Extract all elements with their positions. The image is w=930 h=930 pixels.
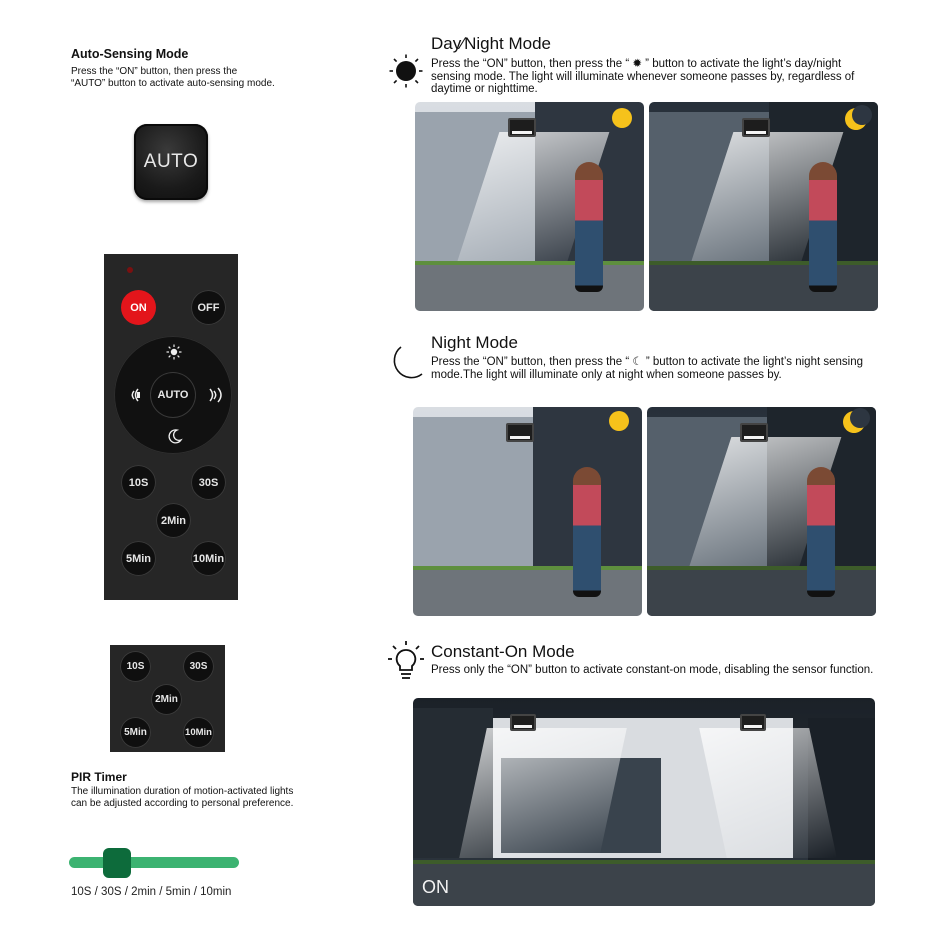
timer-slider-handle[interactable] xyxy=(103,848,131,878)
night-mode-title: Night Mode xyxy=(431,333,518,352)
auto-key-closeup: AUTO xyxy=(134,124,208,200)
crescent-moon-icon xyxy=(387,344,425,382)
constant-on-photo-label: ON xyxy=(422,877,449,897)
timer-30s-button[interactable]: 30S xyxy=(191,465,226,500)
closeup-10s-button: 10S xyxy=(120,651,151,682)
sensitivity-up-icon[interactable] xyxy=(206,386,226,404)
constant-on-title: Constant-On Mode xyxy=(431,642,575,661)
auto-sensing-title: Auto-Sensing Mode xyxy=(71,47,189,61)
day-night-title: Day∕Night Mode xyxy=(431,34,552,53)
timer-10s-button[interactable]: 10S xyxy=(121,465,156,500)
closeup-10min-button: 10Min xyxy=(183,717,214,748)
mode-dial xyxy=(114,336,232,454)
sun-icon xyxy=(389,54,423,88)
night-mode-description: Press the “ON” button, then press the “ ☾ ” button to activate the light’s night sensing mode.The light will illuminate only at night when someone passes by. xyxy=(431,356,863,381)
auto-button[interactable]: AUTO xyxy=(150,372,196,418)
timer-buttons-closeup xyxy=(110,645,225,752)
on-button[interactable]: ON xyxy=(121,290,156,325)
pir-timer-description: The illumination duration of motion-activated lights can be adjusted according to personal preference. xyxy=(71,786,294,809)
remote-led xyxy=(127,267,133,273)
off-button[interactable]: OFF xyxy=(191,290,226,325)
moon-icon[interactable] xyxy=(167,428,183,444)
lightbulb-icon xyxy=(387,640,425,682)
timer-10min-button[interactable]: 10Min xyxy=(191,541,226,576)
pir-timer-title: PIR Timer xyxy=(71,770,127,784)
timer-2min-button[interactable]: 2Min xyxy=(156,503,191,538)
sensitivity-down-icon[interactable] xyxy=(122,386,142,404)
day-scene-photo xyxy=(415,102,644,311)
closeup-5min-button: 5Min xyxy=(120,717,151,748)
sun-icon[interactable] xyxy=(166,344,182,360)
closeup-2min-button: 2Min xyxy=(151,684,182,715)
night-light-on-photo xyxy=(647,407,876,616)
day-no-light-photo xyxy=(413,407,642,616)
remote-control xyxy=(104,254,238,600)
timer-options: 10S / 30S / 2min / 5min / 10min xyxy=(71,886,232,898)
day-night-description: Press the “ON” button, then press the “ ✹ ” button to activate the light’s day/night sensing mode. The light will illuminate whenever someone passes by, regardless of daytime or nighttime. xyxy=(431,58,855,95)
closeup-30s-button: 30S xyxy=(183,651,214,682)
constant-on-description: Press only the “ON” button to activate constant-on mode, disabling the sensor function. xyxy=(431,664,874,676)
auto-sensing-description: Press the “ON” button, then press the “AUTO” button to activate auto-sensing mode. xyxy=(71,66,275,89)
night-scene-photo xyxy=(649,102,878,311)
timer-slider-track[interactable] xyxy=(69,857,239,868)
constant-on-photo xyxy=(413,698,875,906)
timer-5min-button[interactable]: 5Min xyxy=(121,541,156,576)
